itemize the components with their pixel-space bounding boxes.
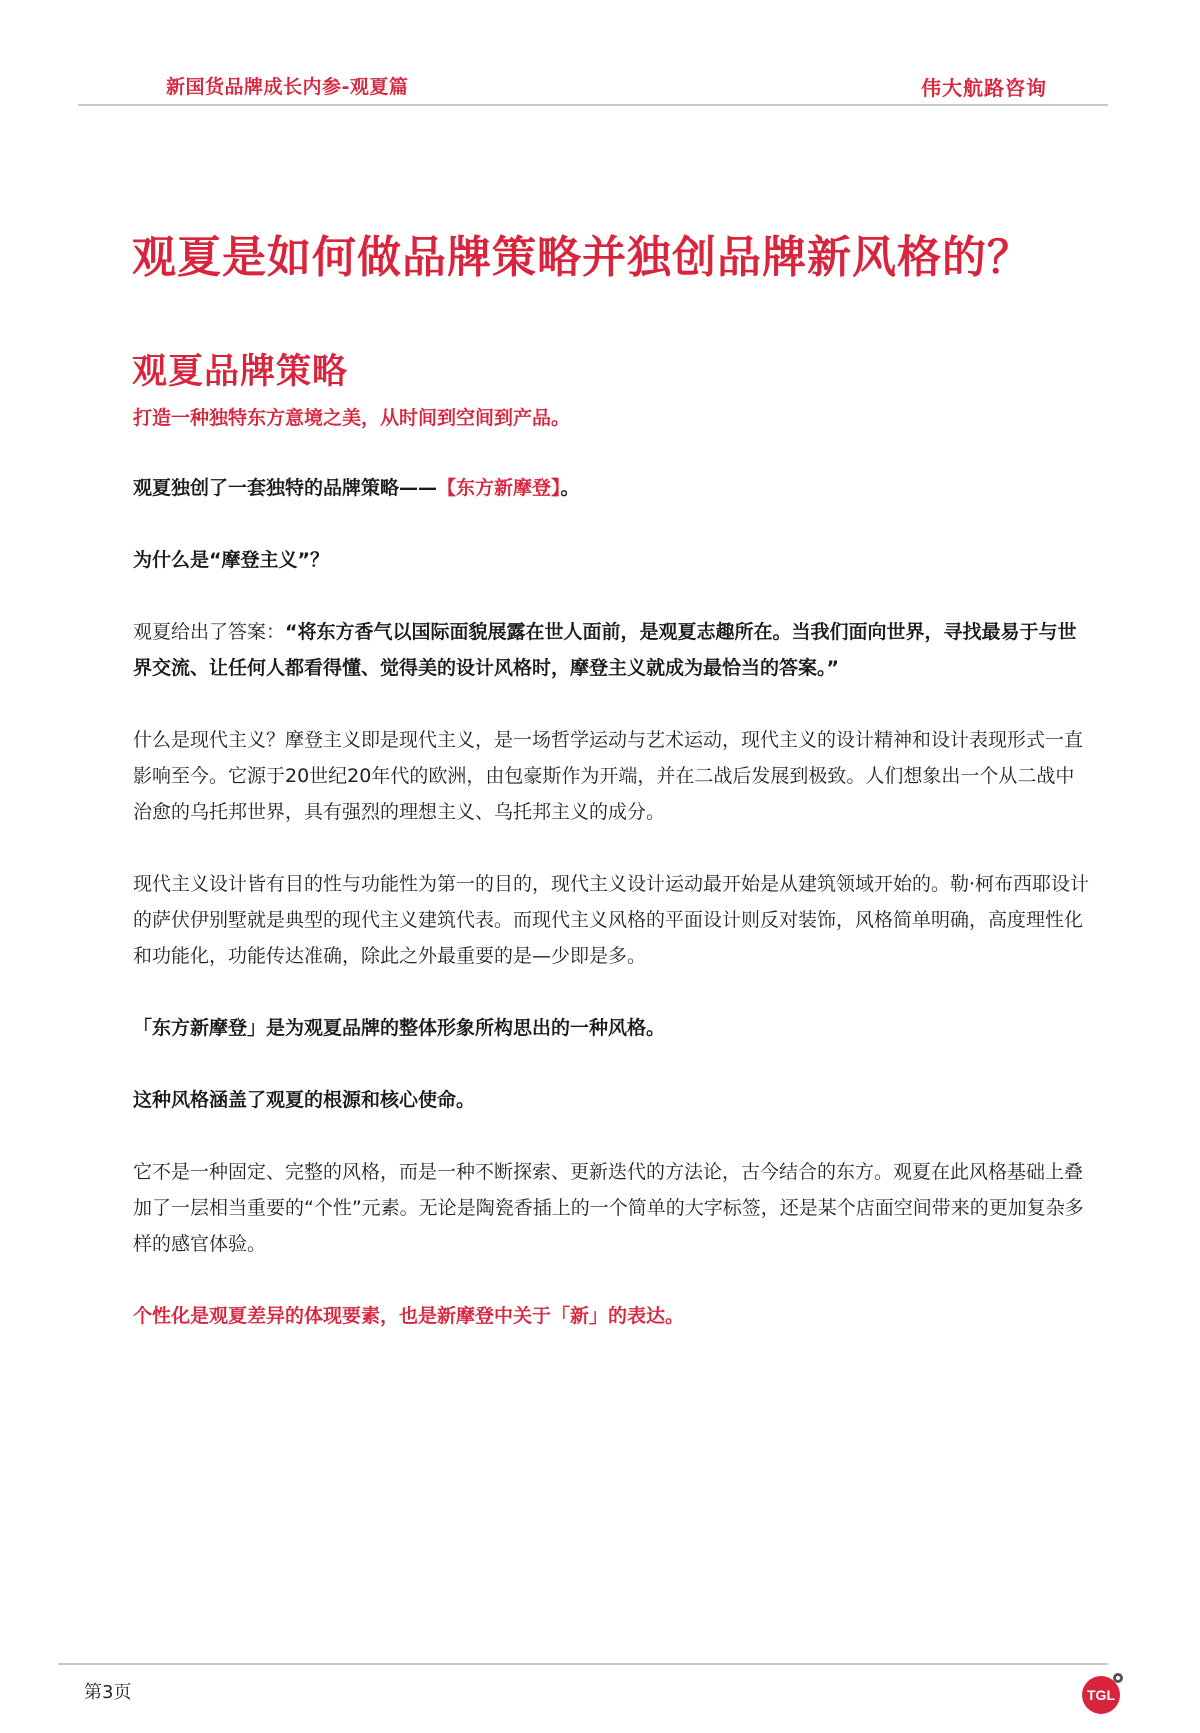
paragraph-style-definition: 「东方新摩登」是为观夏品牌的整体形象所构思出的一种风格。 [133,1017,666,1039]
header-divider [78,104,1108,106]
answer-quote: “将东方香气以国际面貌展露在世人面前，是观夏志趣所在。当我们面向世界，寻找最易于与世界交流、让任何人都看得懂、觉得美的设计风格时，摩登主义就成为最恰当的答案。” [133,621,1077,679]
section-title: 观夏品牌策略 [132,352,349,392]
logo-text: TGL [1087,1687,1115,1703]
section-subtitle: 打造一种独特东方意境之美，从时间到空间到产品。 [133,407,571,429]
strategy-end: 。 [560,477,580,499]
paragraph-why-question: 为什么是“摩登主义”？ [133,549,329,571]
tgl-logo-icon [1080,1670,1126,1716]
page-number: 第3页 [84,1682,132,1703]
header-document-title: 新国货品牌成长内参-观夏篇 [166,76,409,98]
strategy-text: 观夏独创了一套独特的品牌策略—— [133,477,438,499]
strategy-highlight: 【东方新摩登】 [437,477,561,499]
paragraph-modernist-design: 现代主义设计皆有目的性与功能性为第一的目的，现代主义设计运动最开始是从建筑领域开始的。勒·柯布西耶设计的萨伏伊别墅就是典型的现代主义建筑代表。而现代主义风格的平面设计则反对装饰，风格简单明确，高度理性化和功能化，功能传达准确，除此之外最重要的是—少即是多。 [133,873,1090,967]
page-title: 观夏是如何做品牌策略并独创品牌新风格的？ [132,232,1032,284]
paragraph-methodology: 它不是一种固定、完整的风格，而是一种不断探索、更新迭代的方法论，古今结合的东方。观夏在此风格基础上叠加了一层相当重要的“个性”元素。无论是陶瓷香插上的一个简单的大字标签，还是某个店面空间带来的更加复杂多样的感官体验。 [133,1161,1084,1255]
footer-divider [58,1663,1108,1665]
paragraph-modernism: 什么是现代主义？摩登主义即是现代主义，是一场哲学运动与艺术运动，现代主义的设计精神和设计表现形式一直影响至今。它源于20世纪20年代的欧洲，由包豪斯作为开端，并在二战后发展到极致。人们想象出一个从二战中治愈的乌托邦世界，具有强烈的理想主义、乌托邦主义的成分。 [133,729,1084,823]
answer-lead: 观夏给出了答案： [133,621,286,643]
paragraph-strategy [133,470,1093,506]
paragraph-personality: 个性化是观夏差异的体现要素，也是新摩登中关于「新」的表达。 [133,1305,685,1327]
paragraph-style-mission: 这种风格涵盖了观夏的根源和核心使命。 [133,1089,476,1111]
header-brand-name: 伟大航路咨询 [921,76,1047,100]
article-body [133,470,1093,1370]
paragraph-answer [133,614,1093,686]
